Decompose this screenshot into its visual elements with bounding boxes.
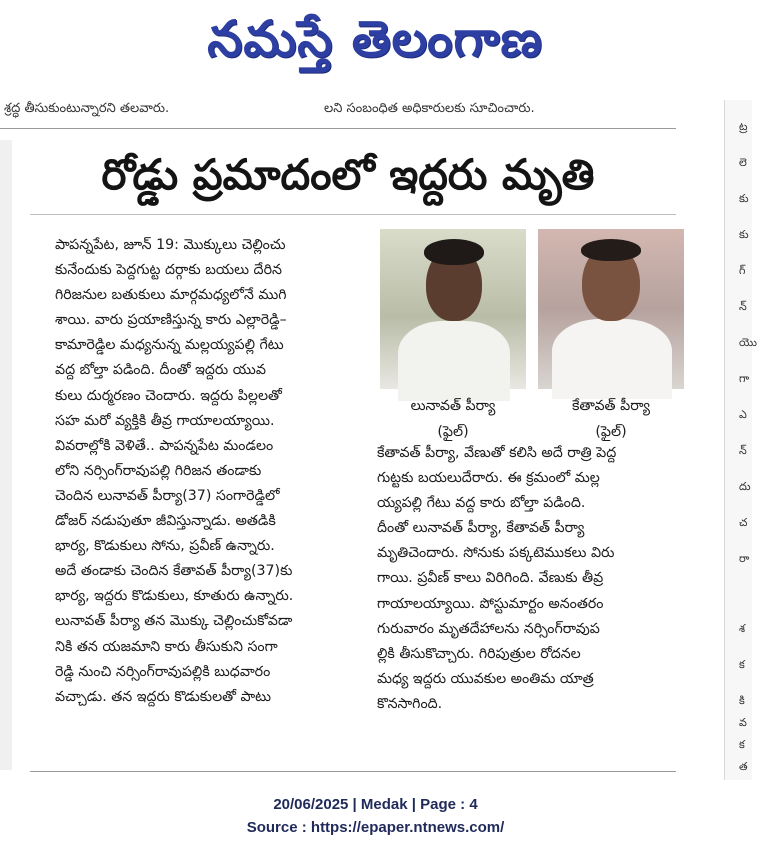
article-body-left-column: [55, 233, 363, 710]
article-body-right-column: [377, 441, 677, 717]
body-line: భార్య, కొడుకులు సోను, ప్రవీణ్ ఉన్నారు.: [55, 538, 275, 555]
adjacent-fragment: లె: [739, 156, 747, 169]
adjacent-fragment: చ: [739, 516, 748, 529]
shirt-shape: [398, 321, 510, 401]
body-line: వివరాల్లోకి వెళితే.. పాపన్నపేట మండలం: [55, 437, 274, 454]
body-line: గురువారం మృతదేహాలను నర్సింగ్‌రావుప: [377, 620, 600, 637]
photo-caption-name-1: లునావత్ పీర్యా: [410, 398, 496, 414]
body-line: డోజర్ నడుపుతూ జీవిస్తున్నాడు. అతడికి: [55, 513, 276, 530]
adjacent-fragment: న్: [739, 300, 747, 313]
adjacent-fragment: క: [739, 738, 745, 751]
hair-shape: [581, 239, 641, 261]
adjacent-fragment: శ: [739, 622, 746, 635]
body-line: ల్లికి తీసుకొచ్చారు. గిరిపుత్రుల రోదనల: [377, 645, 581, 662]
body-line: మధ్య ఇద్దరు యువకుల అంతిమ యాత్ర: [377, 670, 594, 687]
photo-lunavath-pirya: [380, 229, 526, 389]
footer-date-edition: 20/06/2025 | Medak | Page : 4: [273, 796, 478, 813]
adjacent-fragment: ట్ర: [739, 120, 748, 133]
divider-bottom: [30, 771, 676, 772]
body-line: మృతిచెందారు. సోనుకు పక్కటెముకలు విరు: [377, 545, 615, 562]
adjacent-fragment: ఎ: [739, 408, 747, 421]
adjacent-fragment: గ్: [739, 264, 746, 277]
body-line: వచ్చాడు. తన ఇద్దరు కొడుకులతో పాటు: [55, 688, 271, 705]
body-line: కునేందుకు పెద్దగుట్ట దర్గాకు బయలు దేరిన: [55, 262, 282, 279]
adjacent-fragment: త: [739, 760, 748, 773]
adjacent-fragment: న్: [739, 444, 747, 457]
adjacent-fragment: వ: [739, 716, 747, 729]
hair-shape: [424, 239, 484, 265]
adjacent-fragment: కి: [739, 694, 745, 707]
body-line: శాయి. వారు ప్రయాణిస్తున్న కారు ఎల్లారెడ్డి–: [55, 312, 287, 329]
body-line: సహ మరో వ్యక్తికి తీవ్ర గాయాలయ్యాయి.: [55, 412, 275, 429]
photo-kethavath-pirya: [538, 229, 684, 389]
photo-caption-note-2: (ఫైల్): [595, 424, 627, 440]
photo-caption-name-2: కేతావత్ పీర్యా: [572, 398, 650, 414]
right-adjacent-column: [724, 100, 757, 780]
footer-source: Source : https://epaper.ntnews.com/: [246, 819, 505, 836]
left-page-edge: [0, 140, 12, 770]
body-line: రెడ్డి నుంచి నర్సింగ్‌రావుపల్లికి బుధవారం: [55, 663, 271, 680]
adjacent-fragment: కు: [739, 192, 749, 205]
shirt-shape: [552, 319, 672, 399]
body-line: భార్య, ఇద్దరు కొడుకులు, కూతురు ఉన్నారు.: [55, 588, 294, 605]
body-line: గాయి. ప్రవీణ్ కాలు విరిగింది. వేణుకు తీవ్ర: [377, 570, 604, 587]
adjacent-fragment: క: [739, 658, 745, 671]
body-line: నికి తన యజమాని కారు తీసుకుని సంగా: [55, 638, 278, 655]
adjacent-fragment: దు: [739, 480, 751, 493]
body-line: చెందిన లునావత్ పీర్యా(37) సంగారెడ్డిలో: [55, 487, 280, 504]
body-line: గాయాలయ్యాయి. పోస్టుమార్టం అనంతరం: [377, 595, 604, 612]
body-line: పాపన్నపేట, జూన్ 19: మొక్కులు చెల్లించు: [55, 237, 286, 253]
body-line: వద్ద బోల్తా పడింది. దీంతో ఇద్దరు యువ: [55, 362, 266, 379]
body-line: గుట్టకు బయలుదేరారు. ఈ క్రమంలో మల్ల: [377, 470, 600, 487]
body-line: కొనసాగింది.: [377, 695, 443, 712]
adjacent-fragment: గా: [739, 372, 750, 385]
headline-divider: [30, 214, 676, 215]
adjacent-fragment: కు: [739, 228, 749, 241]
body-line: కులు దుర్మరణం చెందారు. ఇద్దరు పిల్లలతో: [55, 387, 282, 404]
body-line: గిరిజనుల బతుకులు మార్గమధ్యలోనే ముగి: [55, 287, 287, 304]
photo-caption-note-1: (ఫైల్): [437, 424, 469, 440]
divider-top: [0, 128, 676, 129]
article-headline: రోడ్డు ప్రమాదంలో ఇద్దరు మృతి: [101, 150, 595, 199]
adjacent-article-text-left: శ్రద్ధ తీసుకుంటున్నారని తలవారు.: [4, 101, 170, 116]
masthead-logo: నమస్తే తెలంగాణ: [207, 9, 543, 68]
body-line: య్యపల్లి గేటు వద్ద కారు బోల్తా పడింది.: [377, 495, 586, 512]
adjacent-fragment: యొ: [739, 336, 757, 349]
body-line: లునావత్ పీర్యా తన మొక్కు చెల్లించుకోవడా: [55, 613, 293, 630]
adjacent-fragment: రా: [739, 552, 750, 565]
body-line: దీంతో లునావత్ పీర్యా, కేతావత్ పీర్యా: [377, 520, 585, 537]
body-line: అదే తండాకు చెందిన కేతావత్ పీర్యా(37)కు: [55, 563, 293, 580]
body-line: లోని నర్సింగ్‌రావుపల్లి గిరిజన తండాకు: [55, 462, 262, 479]
body-line: కేతావత్ పీర్యా, వేణుతో కలిసి అదే రాత్రి పెద్ద: [377, 445, 617, 461]
adjacent-article-text-right: లని సంబంధిత అధికారులకు సూచించారు.: [324, 101, 535, 116]
body-line: కామారెడ్డిల మధ్యనున్న మల్లయ్యపల్లి గేటు: [55, 337, 284, 354]
